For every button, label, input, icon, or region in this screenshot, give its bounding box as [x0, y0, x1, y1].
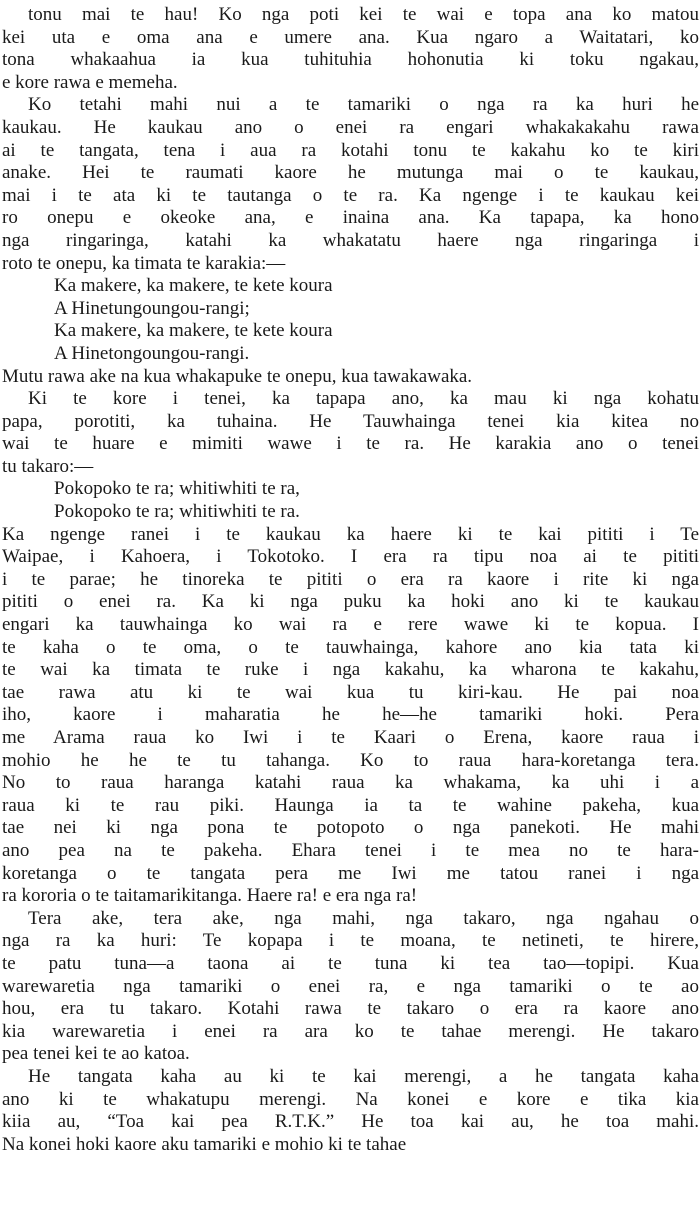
text-line: ano pea na te pakeha. Ehara tenei i te mea no te hara- — [2, 839, 699, 861]
verse-line: Pokopoko te ra; whitiwhiti te ra. — [54, 501, 300, 523]
verse-line: Ka makere, ka makere, te kete koura — [54, 275, 333, 297]
text-line: kia warewaretia i enei ra ara ko te tahae merengi. He takaro — [2, 1020, 699, 1042]
verse-line: Pokopoko te ra; whitiwhiti te ra, — [54, 478, 300, 500]
text-line: wai te huare e mimiti wawe i te ra. He karakia ano o tenei — [2, 433, 699, 455]
verse-block — [2, 478, 699, 523]
paragraph — [2, 94, 699, 275]
text-line: kaukau. He kaukau ano o enei ra engari whakakakahu rawa — [2, 116, 699, 138]
text-line: hou, era tu takaro. Kotahi rawa te takaro o era ra kaore ano — [2, 998, 699, 1020]
text-line: e kore rawa e memeha. — [2, 71, 178, 93]
text-line: ro onepu e okeoke ana, e inaina ana. Ka tapapa, ka hono — [2, 207, 699, 229]
text-line: No to raua haranga katahi raua ka whakama, ka uhi i a — [2, 772, 699, 794]
verse-line: Ka makere, ka makere, te kete koura — [54, 320, 333, 342]
text-line: Waipae, i Kahoera, i Tokotoko. I era ra tipu noa ai te pititi — [2, 546, 699, 568]
text-line: i te parae; he tinoreka te pititi o era ra kaore i rite ki nga — [2, 568, 699, 590]
text-line: tae rawa atu ki te wai kua tu kiri-kau. He pai noa — [2, 681, 699, 703]
text-line: roto te onepu, ka timata te karakia:— — [2, 252, 286, 274]
text-line: nga ra ka huri: Te kopapa i te moana, te netineti, te hirere, — [2, 930, 699, 952]
text-line: Ko tetahi mahi nui a te tamariki o nga ra ka huri he — [28, 94, 699, 116]
text-line: tae nei ki nga pona te potopoto o nga panekoti. He mahi — [2, 817, 699, 839]
text-line: pea tenei kei te ao katoa. — [2, 1043, 190, 1065]
paragraph — [2, 524, 699, 908]
text-line: engari ka tauwhainga ko wai ra e rere wawe ki te kopua. I — [2, 614, 699, 636]
text-line: me Arama raua ko Iwi i te Kaari o Erena, kaore raua i — [2, 727, 699, 748]
text-line: Ka ngenge ranei i te kaukau ka haere ki te kai pititi i Te — [2, 523, 699, 545]
text-line: Ki te kore i tenei, ka tapapa ano, ka mau ki nga kohatu — [28, 388, 699, 410]
paragraph — [2, 1066, 699, 1156]
paragraph — [2, 4, 699, 94]
text-line: koretanga o te tangata pera me Iwi me tatou ranei i nga — [2, 862, 699, 884]
text-line: tonu mai te hau! Ko nga poti kei te wai e topa ana ko matou — [28, 4, 699, 25]
text-line: kiia au, “Toa kai pea R.T.K.” He toa kai au, he toa mahi. — [2, 1111, 699, 1133]
verse-line: A Hinetungoungou-rangi; — [54, 297, 250, 319]
text-line: ra kororia o te taitamarikitanga. Haere ra! e era nga ra! — [2, 885, 418, 907]
paragraph — [2, 908, 699, 1066]
text-line: te kaha o te oma, o te tauwhainga, kahore ano kia tata ki — [2, 636, 699, 658]
verse-line: A Hinetongoungou-rangi. — [54, 342, 250, 364]
text-line: raua ki te rau piki. Haunga ia ta te wahine pakeha, kua — [2, 794, 699, 816]
text-line: warewaretia nga tamariki o enei ra, e nga tamariki o te ao — [2, 975, 699, 997]
paragraph — [2, 366, 699, 389]
paragraph — [2, 388, 699, 478]
text-line: tona whakaahua ia kua tuhituhia hohonutia ki toku ngakau, — [2, 49, 699, 71]
text-line: Tera ake, tera ake, nga mahi, nga takaro, nga ngahau o — [28, 907, 699, 929]
text-line: He tangata kaha au ki te kai merengi, a he tangata kaha — [28, 1065, 699, 1087]
text-line: mai i te ata ki te tautanga o te ra. Ka ngenge i te kaukau kei — [2, 184, 699, 206]
text-line: anake. Hei te raumati kaore he mutunga mai o te kaukau, — [2, 162, 699, 184]
text-line: te patu tuna—a taona ai te tuna ki tea tao—topipi. Kua — [2, 952, 699, 974]
text-line: te wai ka timata te ruke i nga kakahu, ka wharona te kakahu, — [2, 659, 699, 681]
text-line: papa, porotiti, ka tuhaina. He Tauwhainga tenei kia kitea no — [2, 410, 699, 432]
text-line: nga ringaringa, katahi ka whakatatu haere nga ringaringa i — [2, 229, 699, 251]
text-line: kei uta e oma ana e umere ana. Kua ngaro a Waitatari, ko — [2, 26, 699, 48]
text-line: mohio he he te tu tahanga. Ko to raua hara-koretanga tera. — [2, 749, 699, 771]
text-line: tu takaro:— — [2, 455, 94, 477]
text-line: iho, kaore i maharatia he he—he tamariki hoki. Pera — [2, 704, 699, 726]
text-line: ai te tangata, tena i aua ra kotahi tonu te kakahu ko te kiri — [2, 139, 699, 161]
text-line: pititi o enei ra. Ka ki nga puku ka hoki ano ki te kaukau — [2, 591, 699, 613]
verse-block — [2, 275, 699, 365]
text-line: Mutu rawa ake na kua whakapuke te onepu, kua tawakawaka. — [2, 365, 473, 387]
text-line: Na konei hoki kaore aku tamariki e mohio ki te tahae — [2, 1133, 407, 1155]
text-line: ano ki te whakatupu merengi. Na konei e kore e tika kia — [2, 1088, 699, 1110]
